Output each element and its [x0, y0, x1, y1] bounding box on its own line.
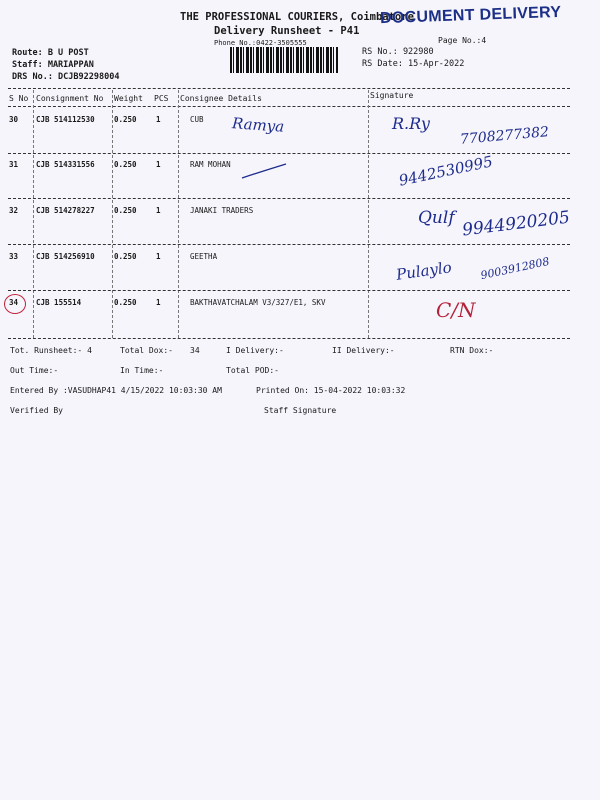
runsheet-title: Delivery Runsheet - P41 — [214, 25, 360, 37]
row-sno: 34 — [9, 298, 19, 307]
row-separator — [8, 244, 570, 245]
staff-signature: Staff Signature — [264, 406, 337, 415]
rtn-dox: RTN Dox:- — [450, 346, 494, 355]
i-delivery: I Delivery:- — [226, 346, 284, 355]
drs-number: DRS No.: DCJB92298004 — [12, 72, 120, 82]
total-dox-value: 34 — [190, 346, 200, 355]
row-pcs: 1 — [156, 115, 161, 124]
row-consignee: GEETHA — [190, 252, 218, 261]
row-sno: 30 — [9, 115, 19, 124]
rs-number: RS No.: 922980 — [362, 47, 434, 57]
row-consignment: CJB 514256910 — [36, 252, 95, 261]
table-top-rule — [8, 88, 570, 89]
row-consignee: JANAKI TRADERS — [190, 206, 254, 215]
row-pcs: 1 — [156, 206, 161, 215]
barcode-image — [230, 47, 338, 73]
ii-delivery: II Delivery:- — [332, 346, 395, 355]
row-consignment: CJB 514331556 — [36, 160, 95, 169]
handwritten-phone: 7708277382 — [459, 124, 550, 148]
tot-runsheet: Tot. Runsheet:- 4 — [10, 346, 92, 355]
col-divider — [33, 90, 34, 338]
row-consignee: BAKTHAVATCHALAM V3/327/E1, SKV — [190, 298, 326, 307]
company-name: THE PROFESSIONAL COURIERS, Coimbatore — [180, 11, 414, 23]
col-divider — [112, 90, 113, 338]
entered-by: Entered By :VASUDHAP41 4/15/2022 10:03:30 AM — [10, 386, 222, 395]
handwritten-name: Ramya — [231, 114, 285, 136]
page-number: Page No.:4 — [438, 36, 487, 45]
table-header-rule — [8, 106, 570, 107]
handwritten-phone: 9003912808 — [479, 254, 551, 283]
col-divider — [178, 90, 179, 338]
row-separator — [8, 198, 570, 199]
rs-date: RS Date: 15-Apr-2022 — [362, 59, 465, 69]
col-consignee: Consignee Details — [180, 94, 262, 103]
row-consignee: RAM MOHAN — [190, 160, 231, 169]
handwritten-phone: 9442530995 — [397, 152, 495, 190]
row-weight: 0.250 — [114, 298, 137, 307]
col-consignment: Consignment No — [36, 94, 104, 103]
row-consignment: CJB 155514 — [36, 298, 82, 307]
total-dox-label: Total Dox:- — [120, 346, 173, 355]
handwritten-signature: R.Ry — [392, 114, 430, 133]
col-sno: S No — [9, 94, 29, 103]
route-label: Route: B U POST — [12, 48, 89, 58]
col-pcs: PCS — [154, 94, 169, 103]
row-consignment: CJB 514278227 — [36, 206, 95, 215]
document-delivery-stamp: DOCUMENT DELIVERY — [379, 3, 562, 28]
row-weight: 0.250 — [114, 206, 137, 215]
row-sno: 31 — [9, 160, 19, 169]
row-weight: 0.250 — [114, 160, 137, 169]
staff-label: Staff: MARIAPPAN — [12, 60, 94, 70]
in-time: In Time:- — [120, 366, 164, 375]
printed-on: Printed On: 15-04-2022 10:03:32 — [256, 386, 406, 395]
verified-by: Verified By — [10, 406, 63, 415]
row-consignment: CJB 514112530 — [36, 115, 95, 124]
handwritten-signature: Pulaylo — [395, 258, 453, 284]
row-pcs: 1 — [156, 252, 161, 261]
col-divider — [368, 90, 369, 338]
col-weight: Weight — [114, 94, 143, 103]
row-weight: 0.250 — [114, 115, 137, 124]
table-bottom-rule — [8, 338, 570, 339]
out-time: Out Time:- — [10, 366, 59, 375]
row-sno: 32 — [9, 206, 19, 215]
handwritten-tick — [240, 160, 290, 182]
total-pod: Total POD:- — [226, 366, 279, 375]
row-pcs: 1 — [156, 160, 161, 169]
handwritten-phone: 9944920205 — [461, 207, 571, 241]
phone-number: Phone No.:0422-3505555 — [214, 39, 307, 47]
row-pcs: 1 — [156, 298, 161, 307]
row-weight: 0.250 — [114, 252, 137, 261]
col-signature: Signature — [370, 91, 414, 100]
handwritten-signature: Qulf — [418, 208, 455, 228]
row-sno: 33 — [9, 252, 19, 261]
row-consignee: CUB — [190, 115, 204, 124]
handwritten-cn-note: C/N — [436, 298, 476, 322]
row-separator — [8, 290, 570, 291]
